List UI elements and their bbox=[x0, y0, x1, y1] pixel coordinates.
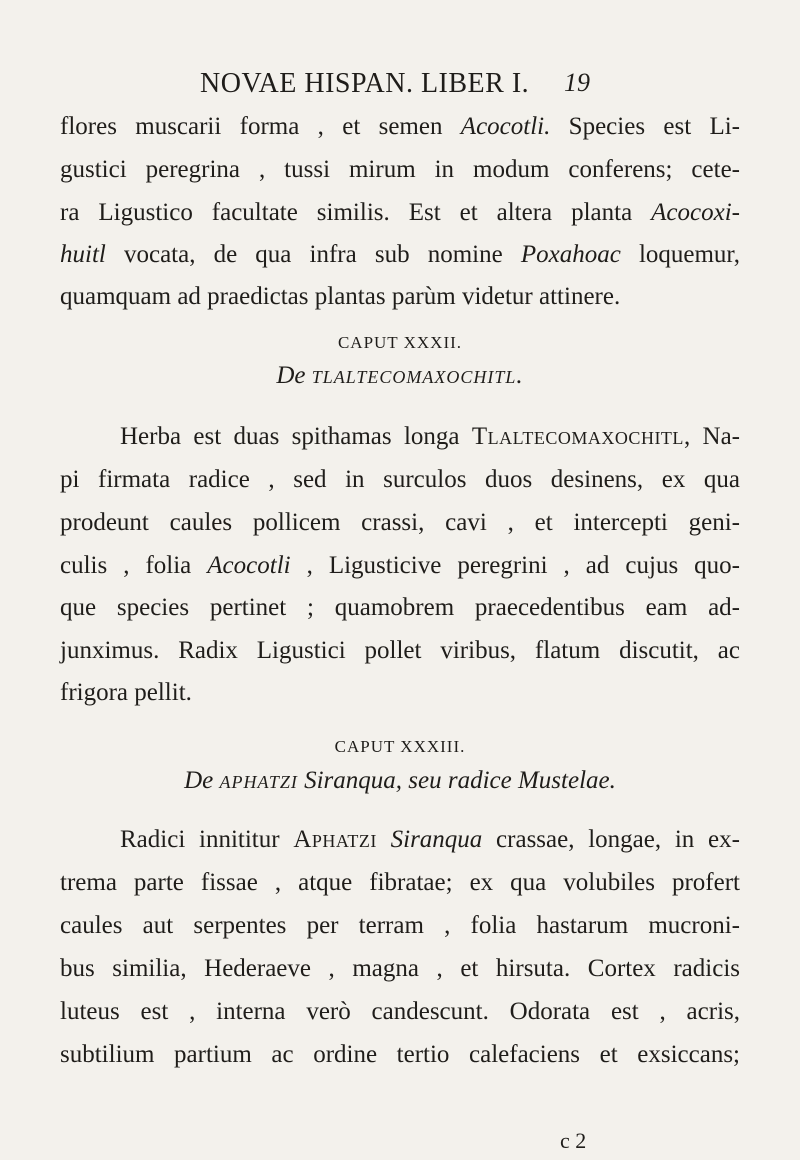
text-line: flores muscarii forma , et semen Acocotli. Species est Li- bbox=[60, 113, 741, 140]
text-line: trema parte fissae , atque fibratae; ex qua volubiles profert bbox=[60, 869, 740, 896]
text-line: subtilium partium ac ordine tertio calefaciens et exsiccans; bbox=[60, 1041, 740, 1068]
running-head: NOVAE HISPAN. LIBER I. bbox=[200, 68, 530, 99]
page-number: 19 bbox=[564, 68, 590, 97]
signature-mark: c 2 bbox=[560, 1128, 587, 1153]
text-line: frigora pellit. bbox=[60, 679, 192, 706]
text-line: prodeunt caules pollicem crassi, cavi , et intercepti geni- bbox=[60, 509, 740, 536]
chapter-heading: CAPUT XXXIII. bbox=[334, 737, 466, 756]
text-line: huitl vocata, de qua infra sub nomine Poxahoac loquemur, bbox=[60, 241, 741, 268]
text-line: luteus est , interna verò candescunt. Odorata est , acris, bbox=[60, 998, 740, 1025]
page-header bbox=[0, 68, 800, 102]
text-line: bus similia, Hederaeve , magna , et hirsuta. Cortex radicis bbox=[60, 955, 740, 982]
text-line: culis , folia Acocotli , Ligusticive peregrini , ad cujus quo- bbox=[60, 552, 740, 579]
text-line: gustici peregrina , tussi mirum in modum conferens; cete- bbox=[60, 156, 740, 183]
text-line: Radici innititur Aphatzi Siranqua crassae, longae, in ex- bbox=[120, 826, 740, 853]
text-line: caules aut serpentes per terram , folia hastarum mucroni- bbox=[60, 912, 740, 939]
chapter-title: De tlaltecomaxochitl. bbox=[276, 362, 524, 389]
chapter-title: De aphatzi Siranqua, seu radice Mustelae. bbox=[184, 767, 616, 794]
text-line: junximus. Radix Ligustici pollet viribus, flatum discutit, ac bbox=[60, 637, 740, 664]
text-line: pi firmata radice , sed in surculos duos desinens, ex qua bbox=[60, 466, 740, 493]
text-line: Herba est duas spithamas longa Tlaltecomaxochitl, Na- bbox=[120, 423, 740, 450]
text-line: ra Ligustico facultate similis. Est et altera planta Acocoxi- bbox=[60, 199, 740, 226]
text-line: que species pertinet ; quamobrem praecedentibus eam ad- bbox=[60, 594, 740, 621]
text-line: quamquam ad praedictas plantas parùm videtur attinere. bbox=[60, 283, 621, 310]
chapter-heading: CAPUT XXXII. bbox=[337, 333, 463, 352]
